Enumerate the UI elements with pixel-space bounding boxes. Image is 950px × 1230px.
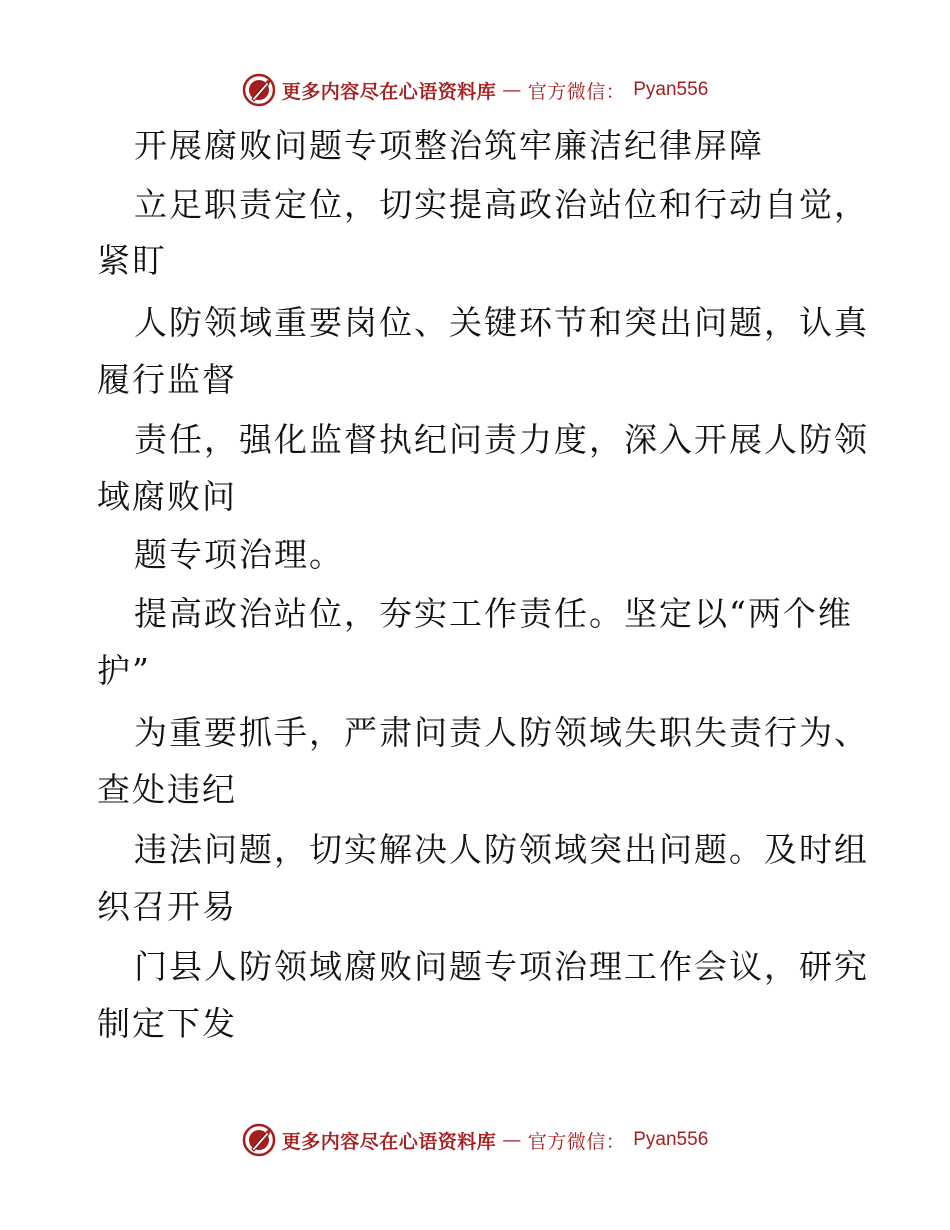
quill-pen-logo-icon <box>242 1123 276 1157</box>
watermark-dash: — <box>502 1129 522 1151</box>
text-line: 责任，强化监督执纪问责力度，深入开展人防领 <box>134 420 869 459</box>
text-line: 违法问题，切实解决人防领域突出问题。及时组 <box>134 830 869 869</box>
quill-pen-logo-icon <box>242 73 276 107</box>
watermark-dash: — <box>502 79 522 101</box>
watermark-banner-bottom <box>0 1120 950 1160</box>
text-line: 题专项治理。 <box>134 535 344 574</box>
text-line: 立足职责定位，切实提高政治站位和行动自觉， <box>134 185 869 224</box>
text-line: 门县人防领域腐败问题专项治理工作会议，研究 <box>134 947 869 986</box>
text-line: 为重要抓手，严肃问责人防领域失职失责行为、 <box>134 713 869 752</box>
watermark-main-text: 更多内容尽在心语资料库 <box>281 80 497 103</box>
watermark-wechat-label: 官方微信： <box>527 1130 626 1153</box>
text-line: 制定下发 <box>97 1004 237 1043</box>
watermark-main-text: 更多内容尽在心语资料库 <box>281 1130 497 1153</box>
text-line: 提高政治站位，夯实工作责任。坚定以“两个维 <box>134 594 853 633</box>
watermark-banner-top <box>0 70 950 110</box>
document-title: 开展腐败问题专项整治筑牢廉洁纪律屏障 <box>134 126 764 165</box>
watermark-wechat-label: 官方微信： <box>527 80 626 103</box>
text-line: 织召开易 <box>97 887 237 926</box>
text-line: 人防领域重要岗位、关键环节和突出问题，认真 <box>134 303 869 342</box>
text-line: 紧盯 <box>97 241 167 280</box>
text-line: 查处违纪 <box>97 770 237 809</box>
text-line: 护” <box>97 651 151 690</box>
text-line: 履行监督 <box>97 360 237 399</box>
watermark-wechat-id: Pyan556 <box>633 79 709 100</box>
text-line: 域腐败问 <box>97 477 237 516</box>
watermark-wechat-id: Pyan556 <box>633 1129 709 1150</box>
